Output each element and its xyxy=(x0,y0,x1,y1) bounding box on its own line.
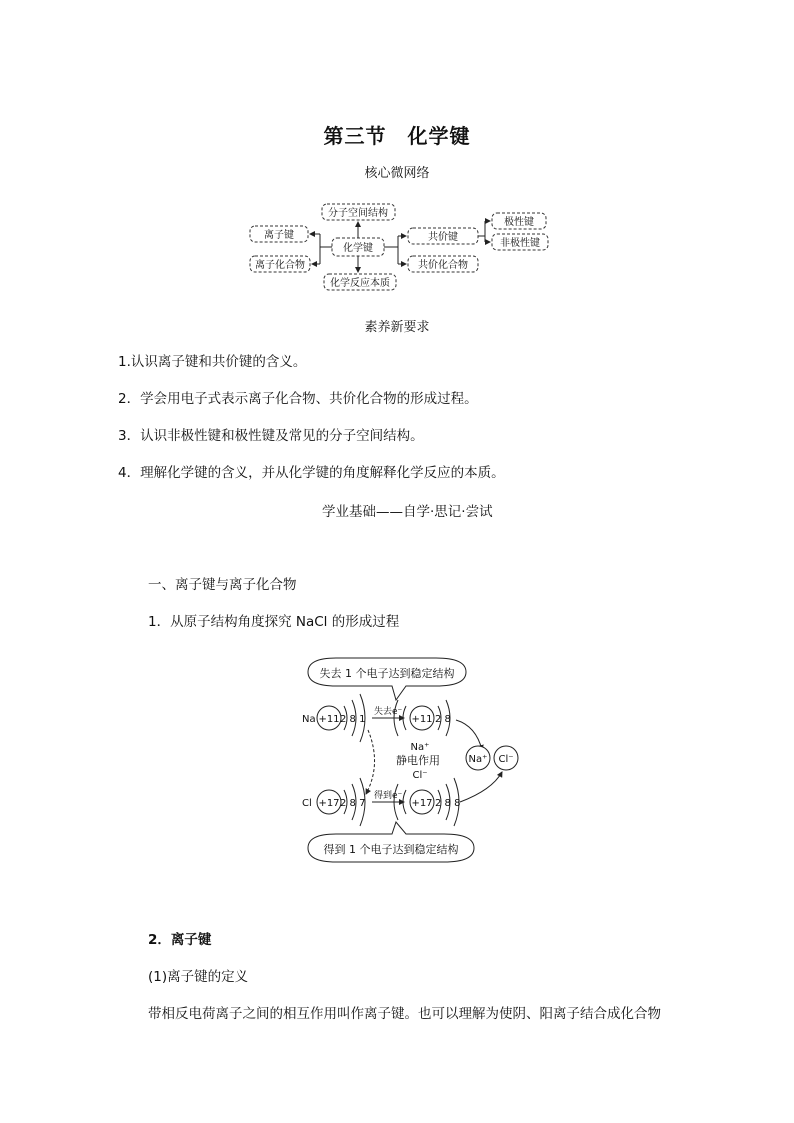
bottom-speech-bubble xyxy=(308,822,474,862)
cl-ion-label: Cl⁻ xyxy=(498,754,514,765)
page-title: 第三节 化学键 xyxy=(323,124,471,148)
sub1-heading: (1)离子键的定义 xyxy=(148,969,249,985)
concept-far-right-bottom-label: 非极性键 xyxy=(500,238,540,249)
concept-top-label: 分子空间结构 xyxy=(328,208,388,219)
cl-symbol: Cl xyxy=(302,798,312,809)
concept-right-top-label: 共价键 xyxy=(428,232,458,243)
cl-ion-shells-label: 2 8 8 xyxy=(435,798,461,809)
item2-heading: 2．离子键 xyxy=(148,932,212,948)
concept-far-right-top-label: 极性键 xyxy=(504,217,534,228)
core-network-heading: 核心微网络 xyxy=(364,166,430,181)
na-ion-shells-label: 2 8 xyxy=(435,714,451,725)
item1-heading: 1．从原子结构角度探究 NaCl 的形成过程 xyxy=(148,614,400,630)
cl-nucleus-label: +17 xyxy=(318,798,340,809)
concept-center-label: 化学键 xyxy=(343,243,373,254)
na-nucleus-label: +11 xyxy=(318,714,340,725)
section-heading: 学业基础——自学·思记·尝试 xyxy=(322,504,493,520)
requirement-item: 1.认识离子键和共价键的含义。 xyxy=(118,354,307,370)
na-ion-nucleus-label: +11 xyxy=(411,714,433,725)
na-symbol: Na xyxy=(302,714,316,725)
requirement-item: 3．认识非极性键和极性键及常见的分子空间结构。 xyxy=(118,428,424,444)
definition-text: 带相反电荷离子之间的相互作用叫作离子键。也可以理解为使阴、阳离子结合成化合物 xyxy=(148,1006,661,1022)
electrostatic-label: 静电作用 xyxy=(396,754,440,767)
na-ion-label: Na⁺ xyxy=(468,754,488,765)
concept-left-top-label: 离子键 xyxy=(264,230,294,241)
concept-left-bottom-label: 离子化合物 xyxy=(255,260,305,271)
center-na-label: Na⁺ xyxy=(410,742,430,753)
cl-shells-label: 2 8 7 xyxy=(340,798,366,809)
concept-map xyxy=(240,196,560,296)
bottom-bubble-text: 得到 1 个电子达到稳定结构 xyxy=(323,843,459,856)
nacl-formation-diagram xyxy=(296,654,532,866)
top-bubble-text: 失去 1 个电子达到稳定结构 xyxy=(319,667,455,680)
center-cl-label: Cl⁻ xyxy=(412,770,428,781)
gain-electron-label: 得到e⁻ xyxy=(374,791,403,801)
lose-electron-label: 失去e⁻ xyxy=(374,707,403,717)
requirements-heading: 素养新要求 xyxy=(364,320,430,335)
requirement-item: 4．理解化学键的含义，并从化学键的角度解释化学反应的本质。 xyxy=(118,465,505,481)
concept-bottom-label: 化学反应本质 xyxy=(330,278,390,289)
na-shells-label: 2 8 1 xyxy=(340,714,366,725)
cl-ion-nucleus-label: +17 xyxy=(411,798,433,809)
concept-right-bottom-label: 共价化合物 xyxy=(418,260,468,271)
electron-transfer-arrow xyxy=(366,730,375,794)
requirement-item: 2．学会用电子式表示离子化合物、共价化合物的形成过程。 xyxy=(118,391,478,407)
part1-heading: 一、离子键与离子化合物 xyxy=(148,577,297,593)
